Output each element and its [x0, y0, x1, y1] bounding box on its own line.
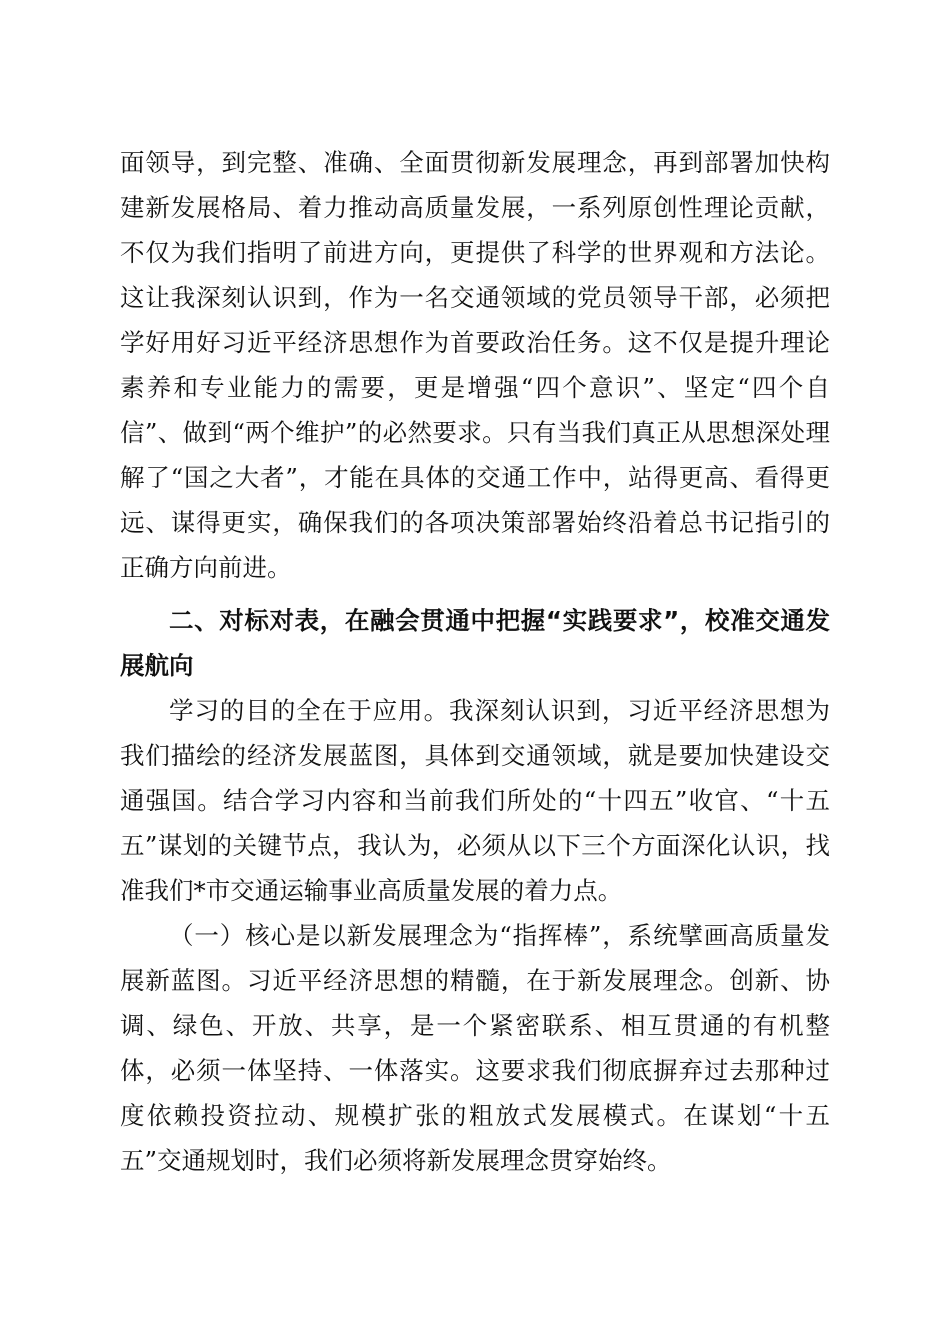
- document-body: [120, 140, 830, 1183]
- paragraph-body: （一）核心是以新发展理念为“指挥棒”，系统擘画高质量发展新蓝图。习近平经济思想的精髓，在于新发展理念。创新、协调、绿色、开放、共享，是一个紧密联系、相互贯通的有机整体，必须一体坚持、一体落实。这要求我们彻底摒弃过去那种过度依赖投资拉动、规模扩张的粗放式发展模式。在谋划“十五五”交通规划时，我们必须将新发展理念贯穿始终。: [120, 921, 830, 1175]
- paragraph-continuation: 面领导，到完整、准确、全面贯彻新发展理念，再到部署加快构建新发展格局、着力推动高质量发展，一系列原创性理论贡献，不仅为我们指明了前进方向，更提供了科学的世界观和方法论。这让我深刻认识到，作为一名交通领域的党员领导干部，必须把学好用好习近平经济思想作为首要政治任务。这不仅是提升理论素养和专业能力的需要，更是增强“四个意识”、坚定“四个自信”、做到“两个维护”的必然要求。只有当我们真正从思想深处理解了“国之大者”，才能在具体的交通工作中，站得更高、看得更远、谋得更实，确保我们的各项决策部署始终沿着总书记指引的正确方向前进。: [120, 148, 830, 582]
- paragraph-body: 学习的目的全在于应用。我深刻认识到，习近平经济思想为我们描绘的经济发展蓝图，具体到交通领域，就是要加快建设交通强国。结合学习内容和当前我们所处的“十四五”收官、“十五五”谋划的关键节点，我认为，必须从以下三个方面深化认识，找准我们*市交通运输事业高质量发展的着力点。: [120, 696, 830, 905]
- section-heading: 二、对标对表，在融会贯通中把握“实践要求”，校准交通发展航向: [120, 606, 830, 680]
